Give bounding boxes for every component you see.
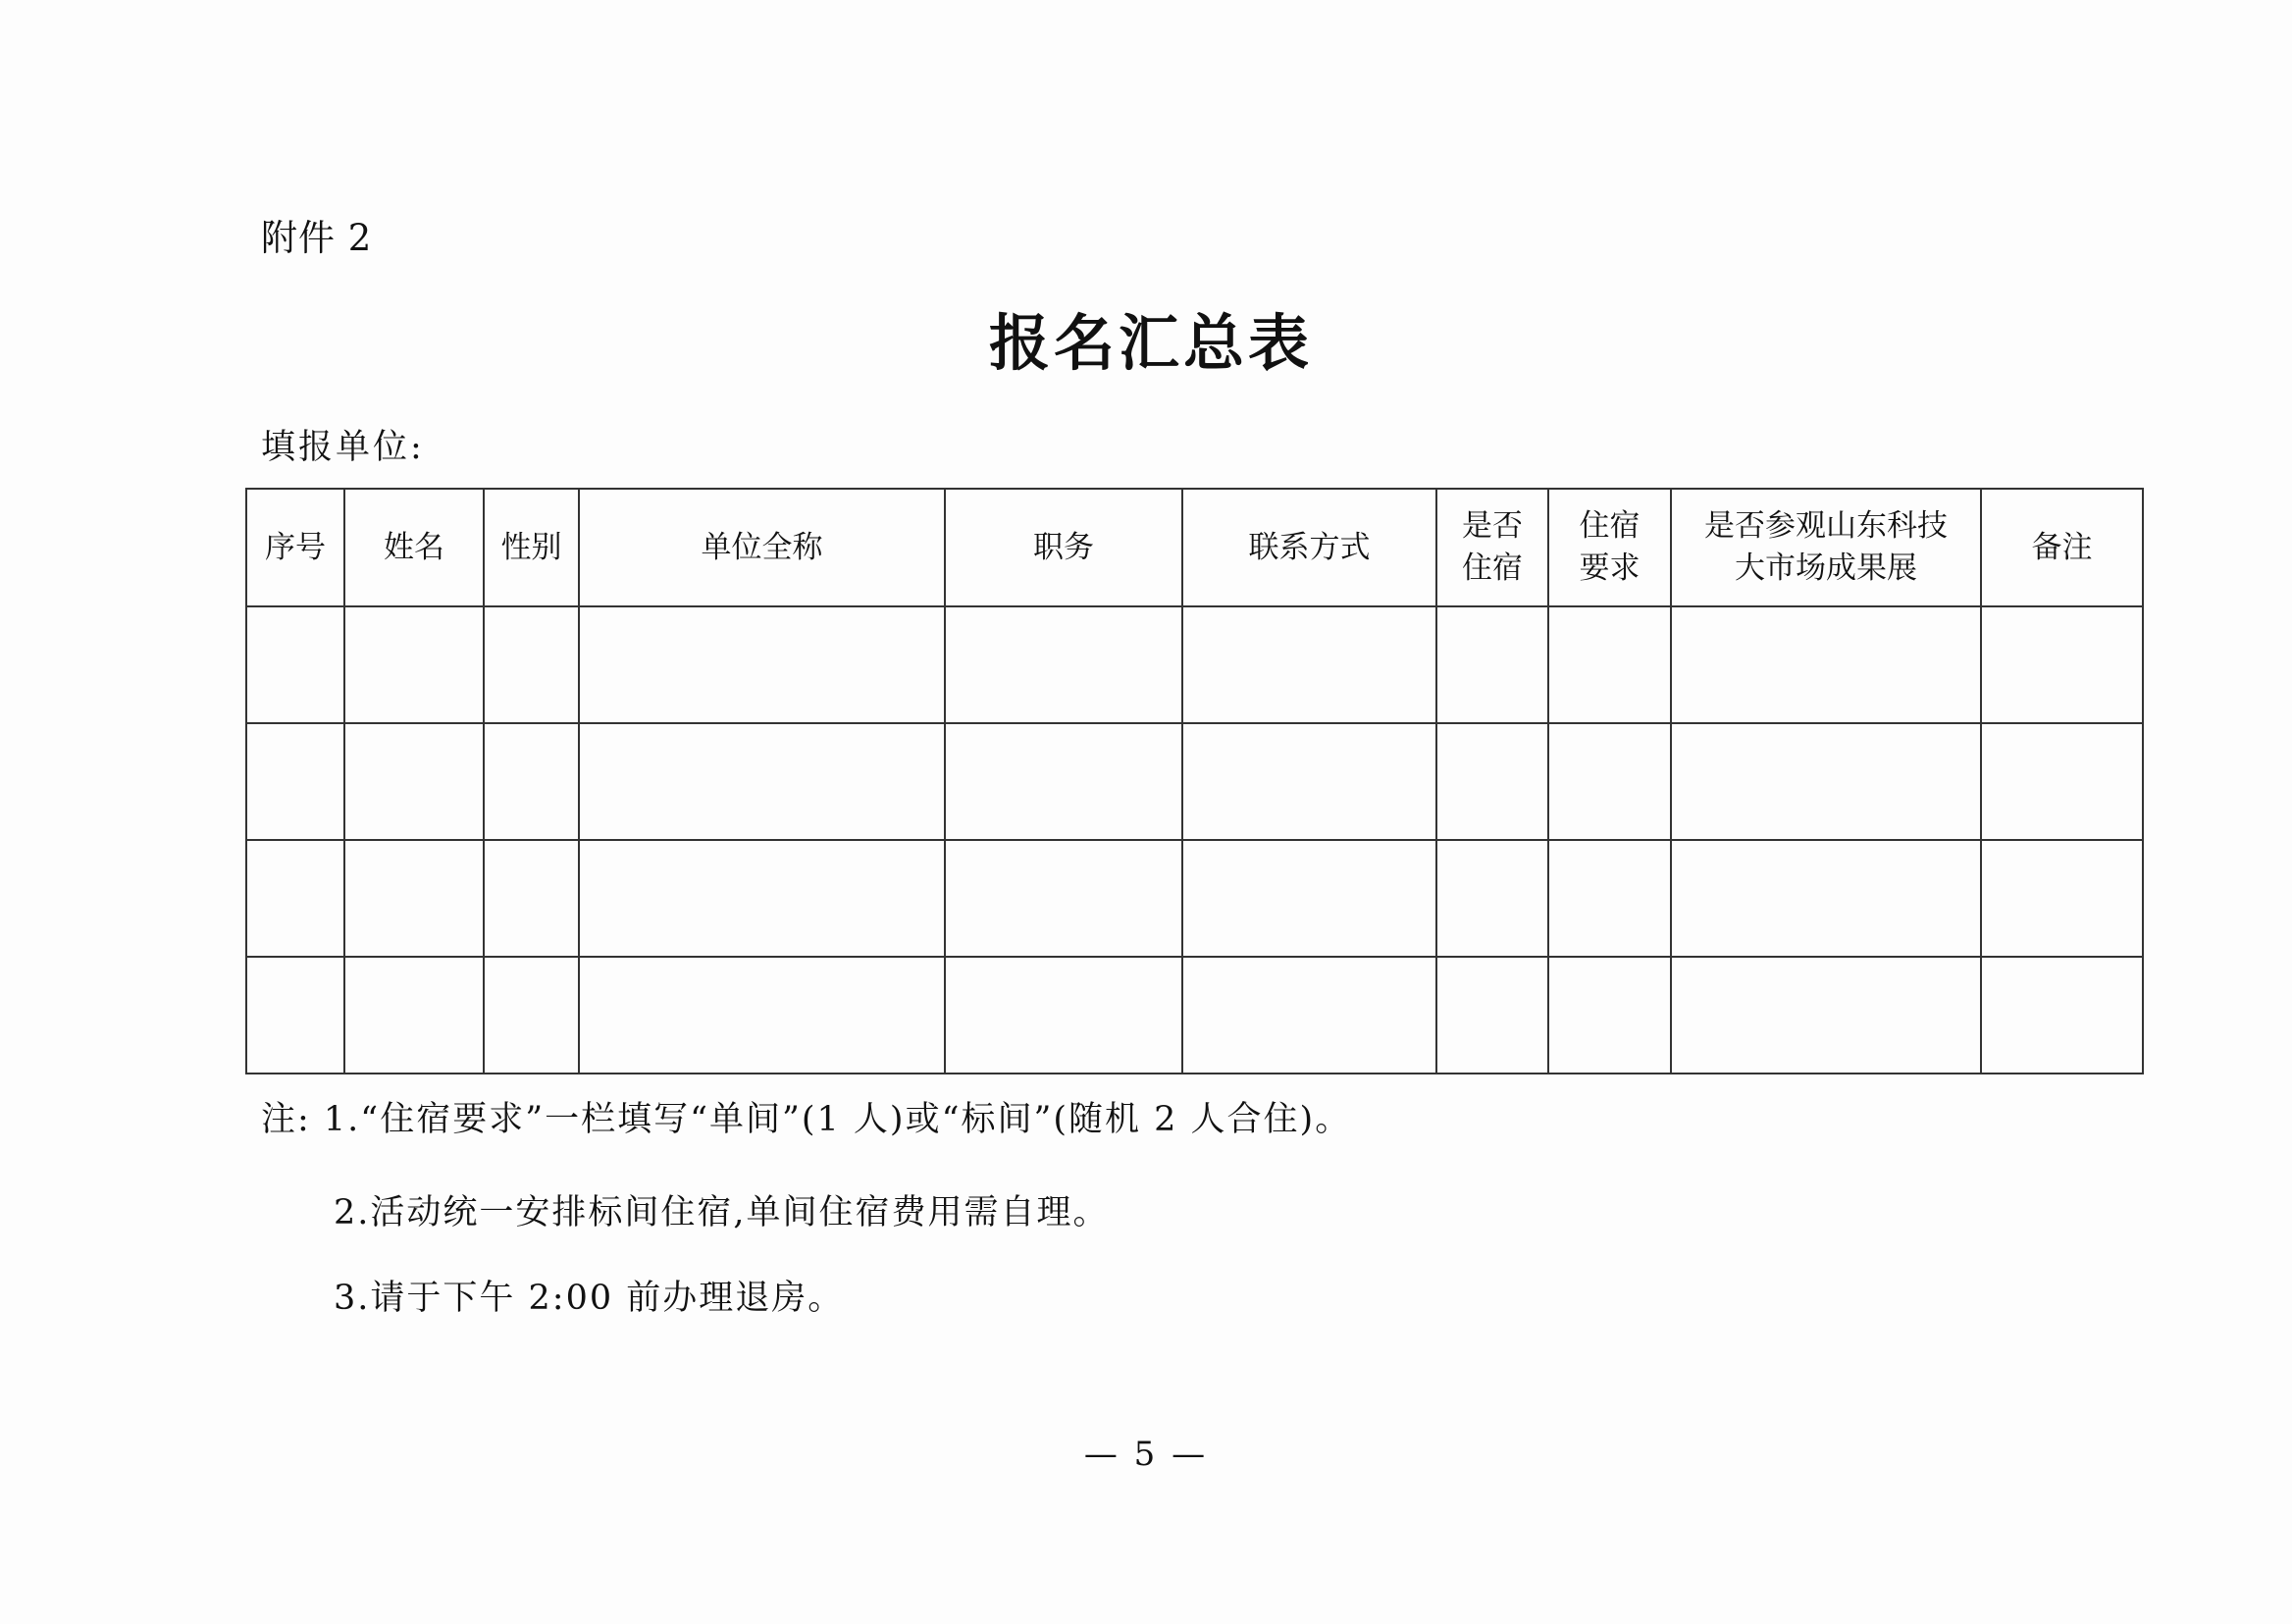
column-header-position: 职务 bbox=[945, 489, 1182, 606]
table-cell[interactable] bbox=[945, 723, 1182, 840]
table-cell[interactable] bbox=[484, 606, 579, 723]
page-number: — 5 — bbox=[1083, 1435, 1209, 1474]
table-cell[interactable] bbox=[1548, 957, 1671, 1074]
table-row bbox=[246, 840, 2143, 957]
column-header-contact: 联系方式 bbox=[1182, 489, 1436, 606]
table-row bbox=[246, 606, 2143, 723]
table-cell[interactable] bbox=[1436, 723, 1548, 840]
registration-summary-table bbox=[245, 488, 2144, 1074]
table-cell[interactable] bbox=[1981, 957, 2143, 1074]
table-cell[interactable] bbox=[1671, 723, 1981, 840]
table-cell[interactable] bbox=[1436, 606, 1548, 723]
reporting-unit-label: 填报单位: bbox=[261, 428, 425, 467]
table-cell[interactable] bbox=[1436, 957, 1548, 1074]
column-header-organization: 单位全称 bbox=[579, 489, 945, 606]
table-cell[interactable] bbox=[1436, 840, 1548, 957]
page-title: 报名汇总表 bbox=[988, 307, 1313, 379]
column-header-gender: 性别 bbox=[484, 489, 579, 606]
table-cell[interactable] bbox=[1182, 840, 1436, 957]
column-header-remarks: 备注 bbox=[1981, 489, 2143, 606]
table-cell[interactable] bbox=[1548, 723, 1671, 840]
table-cell[interactable] bbox=[579, 723, 945, 840]
table-header-row bbox=[246, 489, 2143, 606]
table-cell[interactable] bbox=[246, 957, 344, 1074]
table-cell[interactable] bbox=[246, 606, 344, 723]
table-cell[interactable] bbox=[1182, 723, 1436, 840]
table-row bbox=[246, 957, 2143, 1074]
table-cell[interactable] bbox=[1671, 840, 1981, 957]
note-1: 注: 1.“住宿要求”一栏填写“单间”(1 人)或“标间”(随机 2 人合住)。 bbox=[261, 1100, 1352, 1139]
table-cell[interactable] bbox=[484, 840, 579, 957]
column-header-serial-no: 序号 bbox=[246, 489, 344, 606]
table-cell[interactable] bbox=[579, 840, 945, 957]
table-cell[interactable] bbox=[1981, 723, 2143, 840]
table-cell[interactable] bbox=[1548, 606, 1671, 723]
table-cell[interactable] bbox=[246, 840, 344, 957]
note-3: 3.请于下午 2:00 前办理退房。 bbox=[334, 1279, 845, 1318]
table-cell[interactable] bbox=[344, 840, 484, 957]
table-cell[interactable] bbox=[246, 723, 344, 840]
column-header-visit-exhibition: 是否参观山东科技 大市场成果展 bbox=[1671, 489, 1981, 606]
table-cell[interactable] bbox=[1981, 606, 2143, 723]
table-cell[interactable] bbox=[1981, 840, 2143, 957]
column-header-room-requirement: 住宿 要求 bbox=[1548, 489, 1671, 606]
table-cell[interactable] bbox=[1671, 957, 1981, 1074]
column-header-accommodation: 是否 住宿 bbox=[1436, 489, 1548, 606]
table-cell[interactable] bbox=[484, 957, 579, 1074]
table-cell[interactable] bbox=[579, 606, 945, 723]
table-cell[interactable] bbox=[579, 957, 945, 1074]
table-cell[interactable] bbox=[1548, 840, 1671, 957]
note-2: 2.活动统一安排标间住宿,单间住宿费用需自理。 bbox=[334, 1193, 1110, 1232]
attachment-label: 附件 2 bbox=[261, 217, 373, 259]
table-cell[interactable] bbox=[945, 840, 1182, 957]
table-cell[interactable] bbox=[945, 606, 1182, 723]
table-cell[interactable] bbox=[484, 723, 579, 840]
table-row bbox=[246, 723, 2143, 840]
table-cell[interactable] bbox=[344, 723, 484, 840]
table-cell[interactable] bbox=[945, 957, 1182, 1074]
column-header-name: 姓名 bbox=[344, 489, 484, 606]
table-cell[interactable] bbox=[344, 957, 484, 1074]
table-cell[interactable] bbox=[1182, 606, 1436, 723]
table-cell[interactable] bbox=[344, 606, 484, 723]
table-cell[interactable] bbox=[1182, 957, 1436, 1074]
table-cell[interactable] bbox=[1671, 606, 1981, 723]
